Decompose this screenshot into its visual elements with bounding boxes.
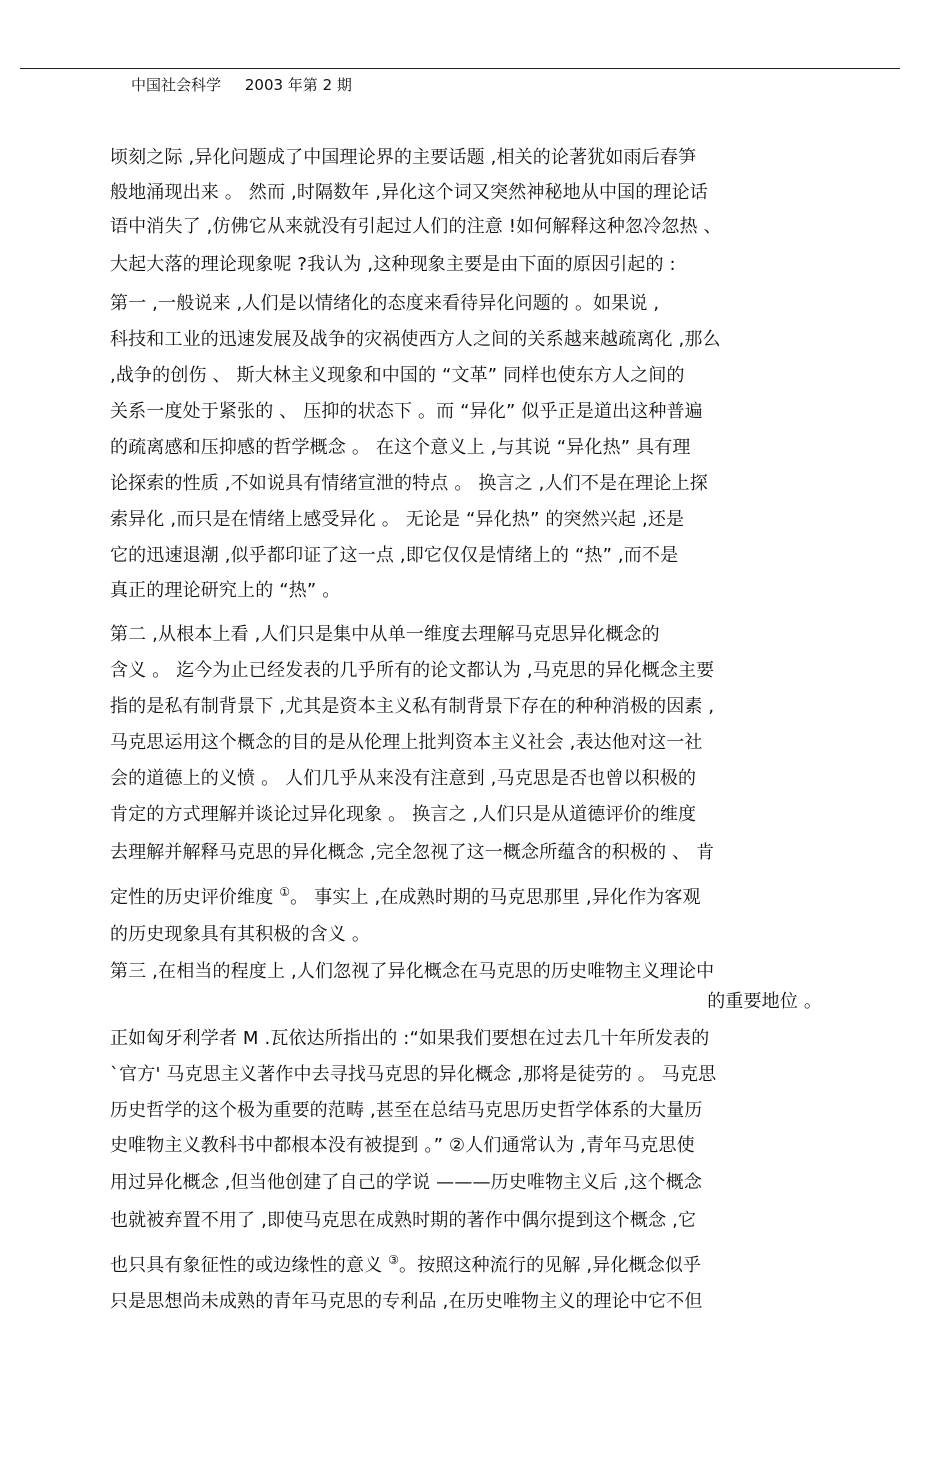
body-line: 第二 ,从根本上看 ,人们只是集中从单一维度去理解马克思异化概念的 (110, 624, 660, 645)
body-line: 史唯物主义教科书中都根本没有被提到 。” ②人们通常认为 ,青年马克思使 (110, 1135, 695, 1156)
header-rule (20, 68, 900, 69)
body-line: 真正的理论研究上的 “热” 。 (110, 580, 341, 601)
body-line: 的疏离感和压抑感的哲学概念 。 在这个意义上 ,与其说 “异化热” 具有理 (110, 437, 691, 458)
body-line: 顷刻之际 ,异化问题成了中国理论界的主要话题 ,相关的论著犹如雨后春笋 (110, 147, 697, 168)
body-line: 的重要地位 。 (707, 991, 822, 1012)
body-line: 去理解并解释马克思的异化概念 ,完全忽视了这一概念所蕴含的积极的 、 肯 (110, 842, 715, 863)
body-line: 关系一度处于紧张的 、 压抑的状态下 。而 “异化” 似乎正是道出这种普遍 (110, 401, 703, 422)
body-line: 含义 。 迄今为止已经发表的几乎所有的论文都认为 ,马克思的异化概念主要 (110, 660, 715, 681)
body-line: 的历史现象具有其积极的含义 。 (110, 924, 370, 945)
body-line: 语中消失了 ,仿佛它从来就没有引起过人们的注意 !如何解释这种忽冷忽热 、 (110, 216, 722, 237)
body-line: 指的是私有制背景下 ,尤其是资本主义私有制背景下存在的种种消极的因素 , (110, 696, 715, 717)
body-line: 会的道德上的义愤 。 人们几乎从来没有注意到 ,马克思是否也曾以积极的 (110, 768, 697, 789)
body-line: 用过异化概念 ,但当他创建了自己的学说 ———历史唯物主义后 ,这个概念 (110, 1172, 703, 1193)
body-line: 第一 ,一般说来 ,人们是以情绪化的态度来看待异化问题的 。如果说 , (110, 293, 660, 314)
body-line: 正如匈牙利学者 M .瓦依达所指出的 :“如果我们要想在过去几十年所发表的 (110, 1028, 710, 1049)
running-header (131, 74, 352, 95)
body-line: 般地涌现出来 。 然而 ,时隔数年 ,异化这个词又突然神秘地从中国的理论话 (110, 182, 708, 203)
footnote-marker[interactable]: ③ (388, 1253, 400, 1267)
body-line: 索异化 ,而只是在情绪上感受异化 。 无论是 “异化热” 的突然兴起 ,还是 (110, 509, 685, 530)
body-line: 大起大落的理论现象呢 ?我认为 ,这种现象主要是由下面的原因引起的 : (110, 254, 676, 275)
body-line (110, 1254, 701, 1275)
body-line: 只是思想尚未成熟的青年马克思的专利品 ,在历史唯物主义的理论中它不但 (110, 1291, 703, 1312)
body-line: 它的迅速退潮 ,似乎都印证了这一点 ,即它仅仅是情绪上的 “热” ,而不是 (110, 545, 679, 566)
body-line: 也就被弃置不用了 ,即使马克思在成熟时期的著作中偶尔提到这个概念 ,它 (110, 1210, 697, 1231)
footnote-marker[interactable]: ① (279, 885, 291, 899)
body-text: 。按照这种流行的见解 ,异化概念似乎 (399, 1255, 702, 1276)
body-line: 肯定的方式理解并谈论过异化现象 。 换言之 ,人们只是从道德评价的维度 (110, 804, 697, 825)
body-text: 也只具有象征性的或边缘性的意义 (110, 1255, 389, 1276)
body-text: 。 事实上 ,在成熟时期的马克思那里 ,异化作为客观 (290, 887, 701, 908)
body-line: `官方' 马克思主义著作中去寻找马克思的异化概念 ,那将是徒劳的 。 马克思 (110, 1064, 717, 1085)
issue-label: 2003 年第 2 期 (244, 76, 352, 94)
body-line: 第三 ,在相当的程度上 ,人们忽视了异化概念在马克思的历史唯物主义理论中 (110, 961, 715, 982)
body-line: ,战争的创伤 、 斯大林主义现象和中国的 “文革” 同样也使东方人之间的 (110, 365, 685, 386)
body-line: 历史哲学的这个极为重要的范畴 ,甚至在总结马克思历史哲学体系的大量历 (110, 1100, 703, 1121)
journal-name: 中国社会科学 (131, 76, 222, 94)
body-line: 科技和工业的迅速发展及战争的灾祸使西方人之间的关系越来越疏离化 ,那么 (110, 329, 721, 350)
body-line: 马克思运用这个概念的目的是从伦理上批判资本主义社会 ,表达他对这一社 (110, 732, 703, 753)
body-line (110, 886, 701, 907)
body-text: 定性的历史评价维度 (110, 887, 280, 908)
body-line: 论探索的性质 ,不如说具有情绪宣泄的特点 。 换言之 ,人们不是在理论上探 (110, 473, 708, 494)
